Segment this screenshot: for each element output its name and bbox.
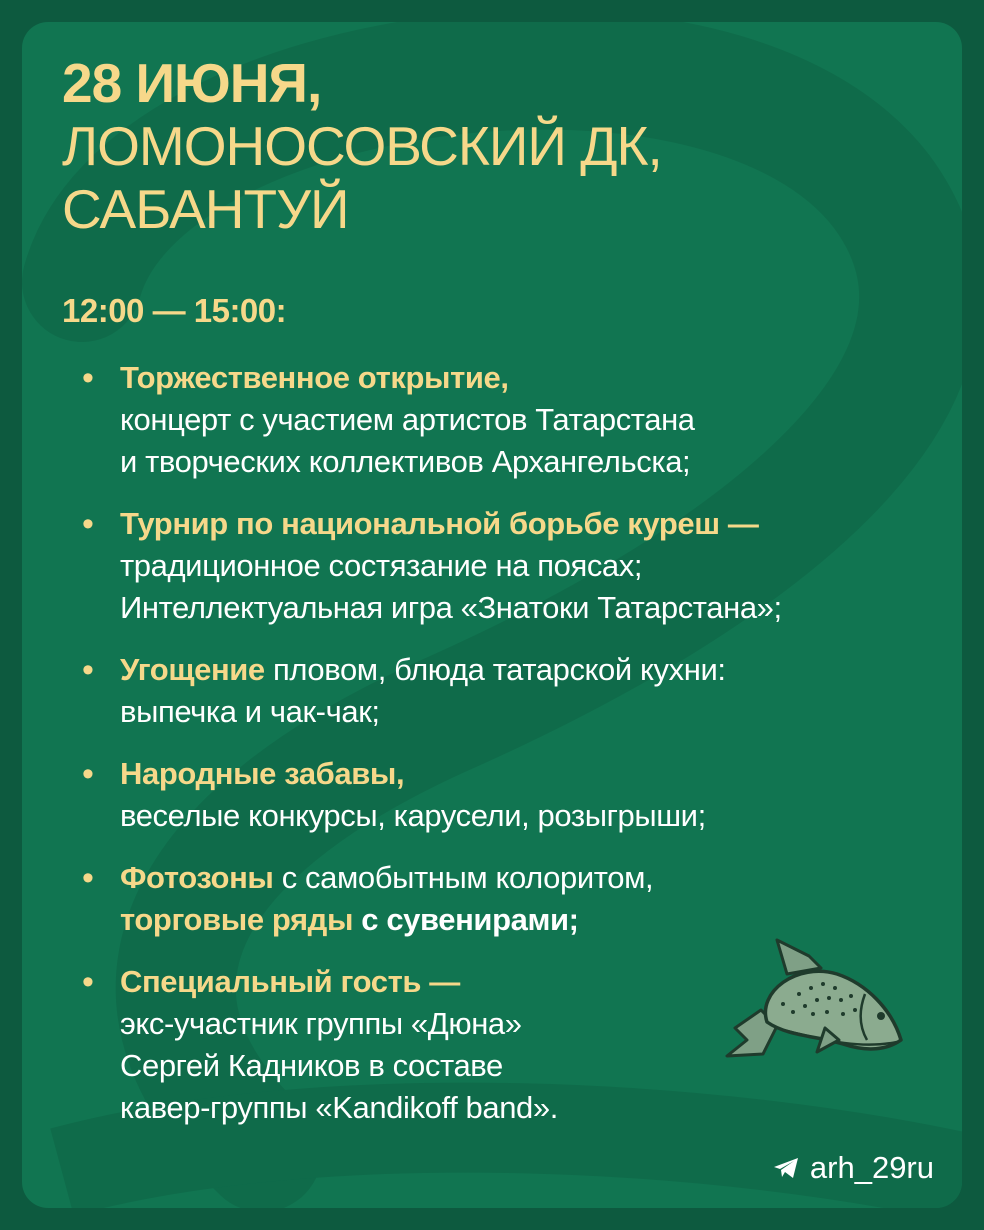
item-text: Сергей Кадников в составе (120, 1048, 503, 1083)
fish-illustration (717, 932, 907, 1062)
item-text: кавер-группы «Kandikoff band». (120, 1090, 558, 1125)
item-text: с самобытным колоритом, (273, 860, 654, 895)
item-heading: Специальный гость — (120, 964, 460, 999)
list-item (82, 857, 902, 941)
item-heading: торговые ряды (120, 902, 354, 937)
title-event-name: САБАНТУЙ (62, 178, 349, 240)
poster-card (22, 22, 962, 1208)
item-text-bold: с сувенирами; (353, 902, 579, 937)
title-date: 28 ИЮНЯ, (62, 52, 322, 114)
title-venue: ЛОМОНОСОВСКИЙ ДК, (62, 115, 662, 177)
list-item (82, 503, 902, 629)
list-item (82, 753, 902, 837)
item-text: пловом, блюда татарской кухни: (264, 652, 726, 687)
event-title (62, 52, 922, 241)
item-text: традиционное состязание на поясах; (120, 548, 643, 583)
item-text: и творческих коллективов Архангельска; (120, 444, 691, 479)
list-item (82, 357, 902, 483)
item-heading: Народные забавы, (120, 756, 405, 791)
event-time: 12:00 — 15:00: (62, 292, 287, 329)
item-heading: Угощение (120, 652, 265, 687)
item-text: выпечка и чак-чак; (120, 694, 380, 729)
item-text: концерт с участием артистов Татарстана (120, 402, 695, 437)
telegram-channel[interactable] (772, 1150, 934, 1186)
telegram-icon (772, 1156, 800, 1180)
item-heading: Торжественное открытие, (120, 360, 509, 395)
item-heading: Турнир по национальной борьбе куреш — (120, 506, 759, 541)
item-heading: Фотозоны (120, 860, 274, 895)
item-text: веселые конкурсы, карусели, розыгрыши; (120, 798, 706, 833)
list-item (82, 649, 902, 733)
channel-handle: arh_29ru (809, 1150, 934, 1185)
item-text: Интеллектуальная игра «Знатоки Татарстана»; (120, 590, 782, 625)
item-text: экс-участник группы «Дюна» (120, 1006, 522, 1041)
